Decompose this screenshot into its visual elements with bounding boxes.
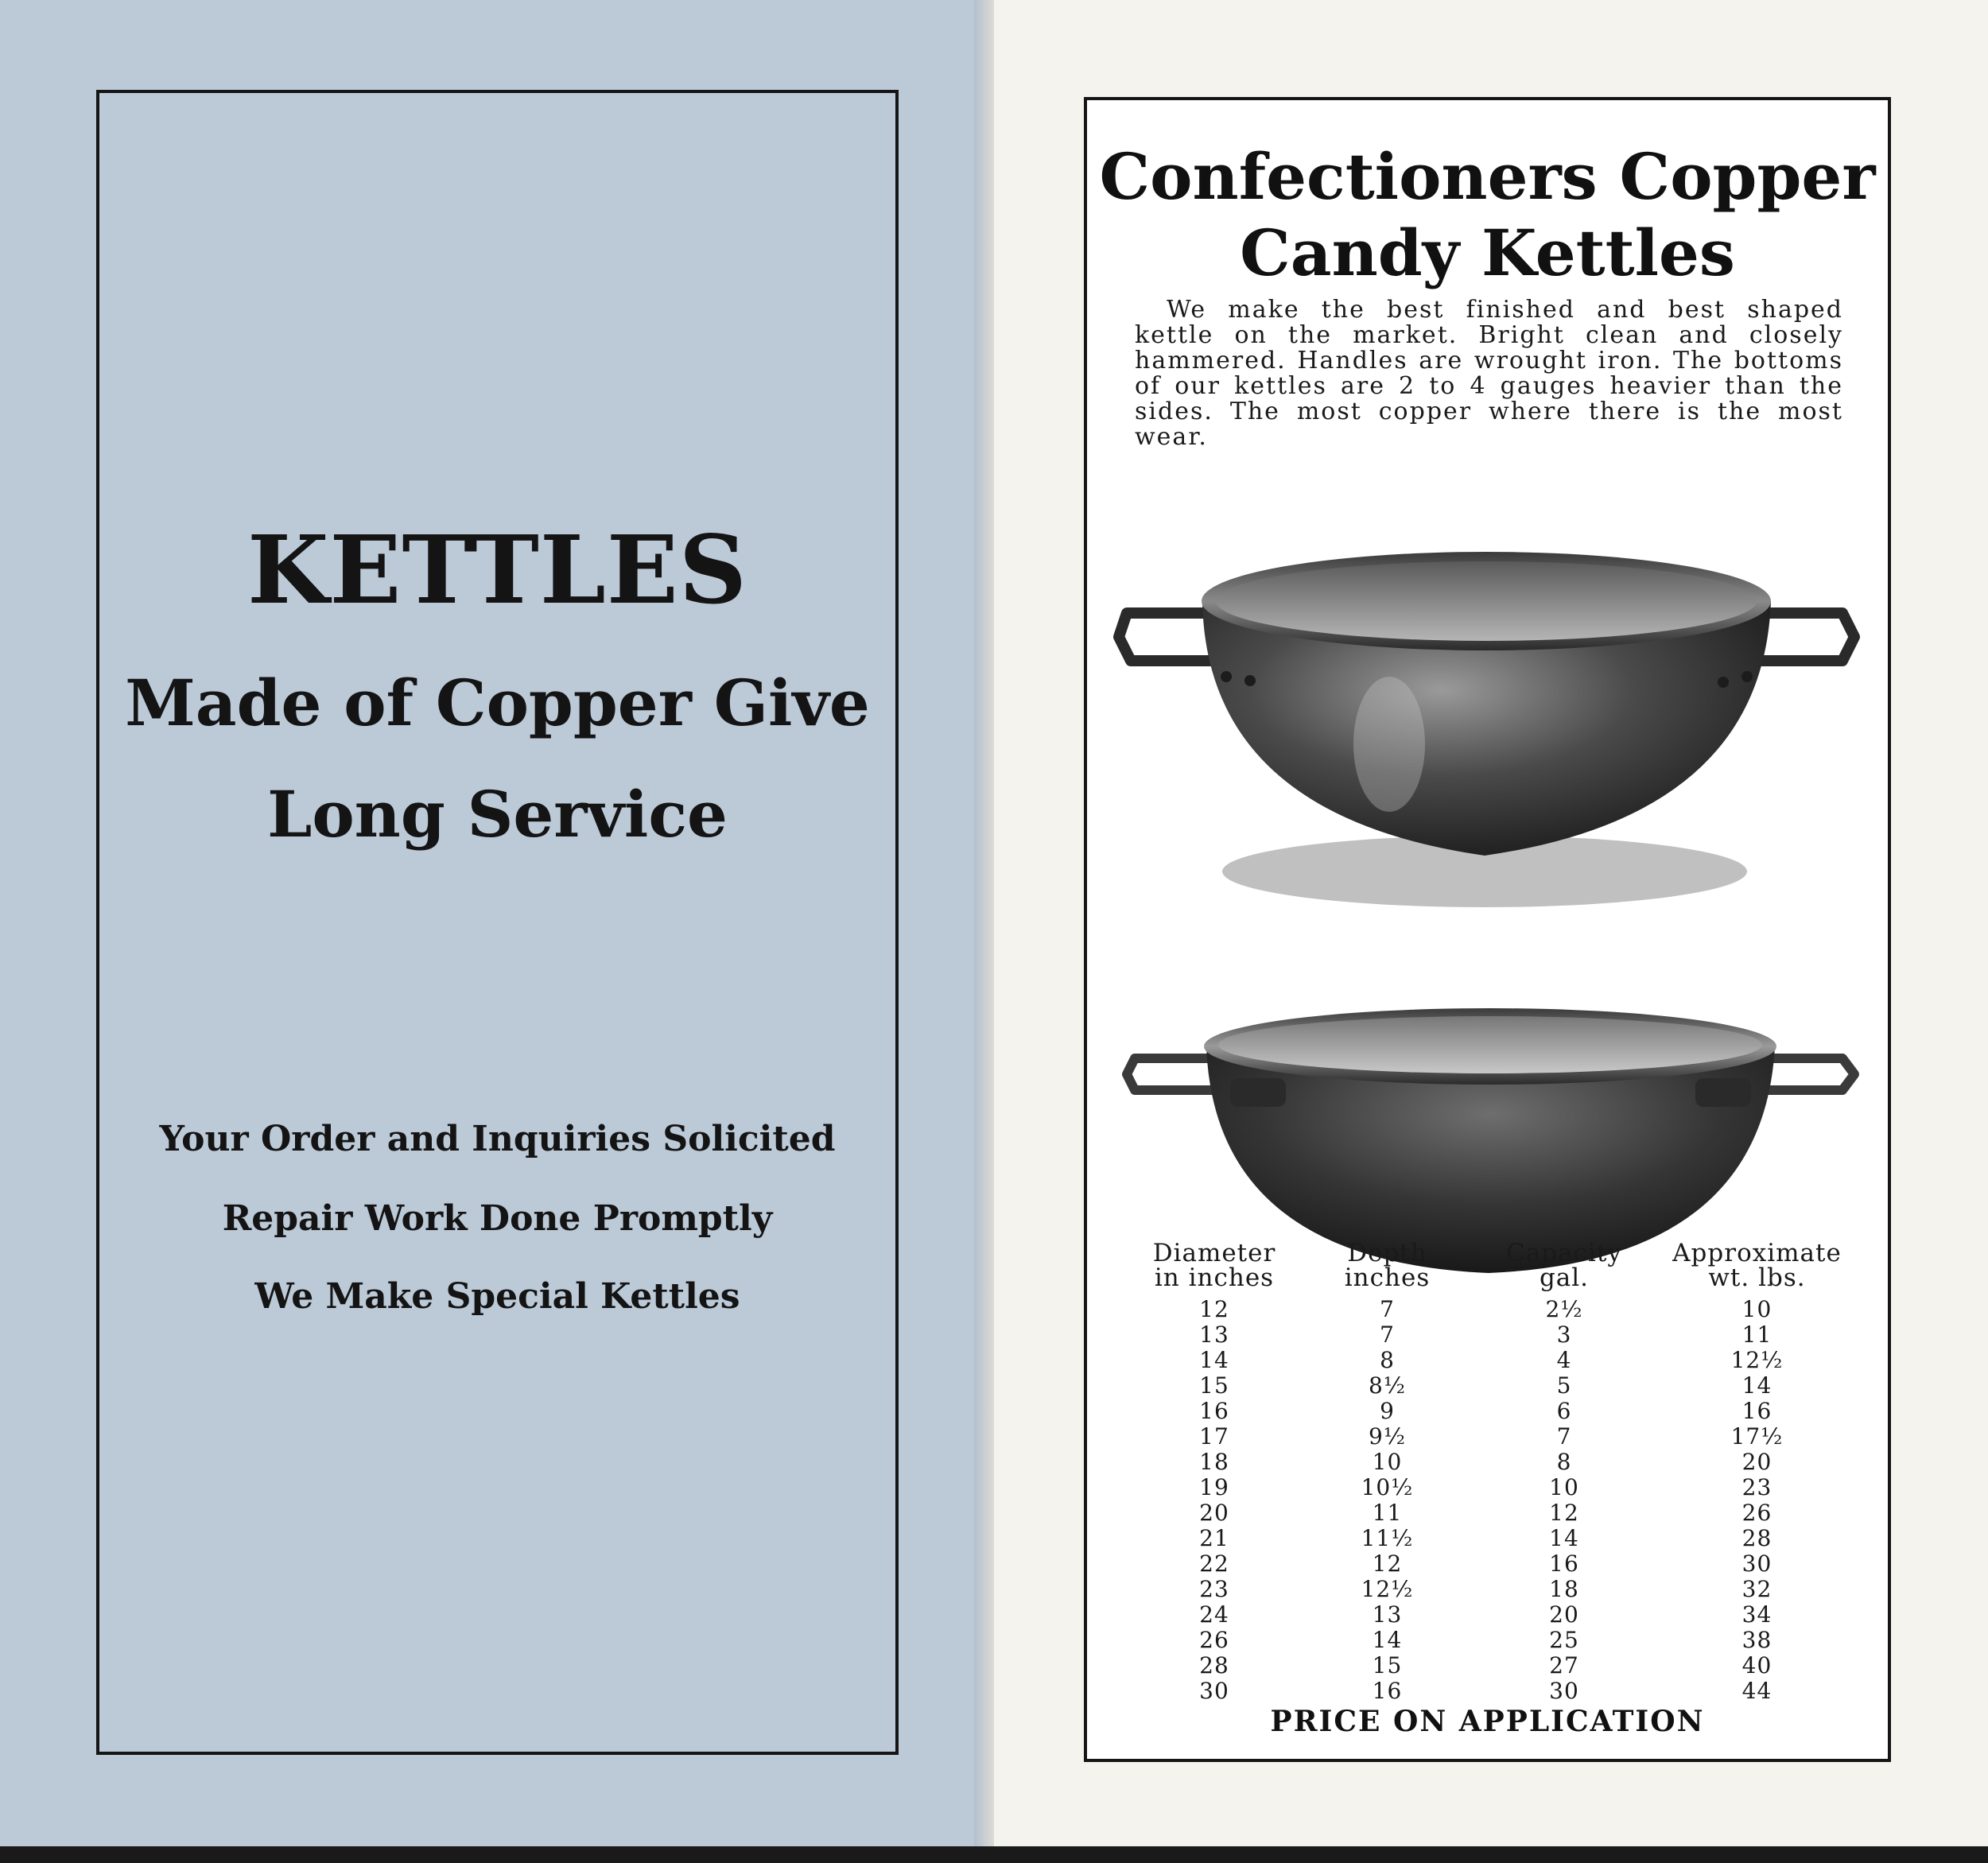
header-weight-line2: wt. lbs. <box>1708 1263 1806 1292</box>
table-row <box>1127 1373 1858 1399</box>
table-cell: 18 <box>1199 1449 1229 1475</box>
table-cell: 24 <box>1199 1601 1229 1628</box>
table-cell: 30 <box>1199 1678 1229 1704</box>
table-cell: 9½ <box>1369 1423 1406 1450</box>
table-row <box>1127 1500 1858 1526</box>
table-row <box>1127 1628 1858 1653</box>
table-cell: 17½ <box>1730 1423 1784 1450</box>
table-cell: 28 <box>1199 1652 1229 1679</box>
price-on-application: PRICE ON APPLICATION <box>1270 1705 1705 1738</box>
table-cell: 32 <box>1741 1576 1773 1602</box>
table-cell: 14 <box>1372 1627 1403 1653</box>
table-cell: 25 <box>1549 1627 1579 1653</box>
table-cell: 8½ <box>1369 1372 1406 1399</box>
table-cell: 38 <box>1741 1627 1773 1653</box>
header-depth <box>1302 1241 1473 1291</box>
table-row <box>1127 1475 1858 1500</box>
table-cell: 23 <box>1199 1576 1229 1602</box>
table-cell: 28 <box>1741 1525 1773 1551</box>
table-cell: 10 <box>1372 1449 1403 1475</box>
table-cell: 2½ <box>1545 1296 1583 1322</box>
table-row <box>1127 1526 1858 1551</box>
table-cell: 20 <box>1741 1449 1773 1475</box>
table-cell: 27 <box>1549 1652 1579 1679</box>
table-cell: 12½ <box>1361 1576 1414 1602</box>
table-cell: 7 <box>1556 1423 1572 1450</box>
header-capacity <box>1473 1241 1656 1291</box>
table-cell: 15 <box>1372 1652 1403 1679</box>
table-row <box>1127 1399 1858 1424</box>
table-cell: 26 <box>1741 1500 1773 1526</box>
table-cell: 21 <box>1199 1525 1229 1551</box>
table-cell: 11 <box>1372 1500 1403 1526</box>
table-cell: 14 <box>1199 1347 1229 1373</box>
table-cell: 16 <box>1549 1551 1579 1577</box>
table-row <box>1127 1424 1858 1450</box>
table-cell: 12 <box>1199 1296 1229 1322</box>
table-cell: 17 <box>1199 1423 1229 1450</box>
orders-solicited-text: Your Order and Inquiries Solicited <box>159 1119 836 1159</box>
table-cell: 30 <box>1549 1678 1579 1704</box>
table-cell: 40 <box>1741 1652 1773 1679</box>
header-capacity-line1: Capacity <box>1506 1239 1622 1267</box>
table-row <box>1127 1297 1858 1322</box>
table-cell: 16 <box>1372 1678 1403 1704</box>
table-cell: 30 <box>1741 1551 1773 1577</box>
table-cell: 13 <box>1372 1601 1403 1628</box>
table-row <box>1127 1322 1858 1348</box>
table-cell: 11 <box>1741 1322 1773 1348</box>
table-cell: 10 <box>1549 1474 1579 1500</box>
header-capacity-line2: gal. <box>1539 1263 1590 1292</box>
table-row <box>1127 1450 1858 1475</box>
table-cell: 7 <box>1380 1296 1395 1322</box>
table-row <box>1127 1577 1858 1602</box>
table-cell: 7 <box>1380 1322 1395 1348</box>
table-cell: 9 <box>1380 1398 1395 1424</box>
product-description: We make the best finished and best shaped kettle on the market. Bright clean and closely hammered. Handles are wrought iron. The bottoms of our kettles are 2 to 4 gauges heavier than the sides. The most copper where there is the most wear. <box>1135 296 1843 451</box>
product-title-line-2: Candy Kettles <box>1240 215 1735 290</box>
left-page-border <box>96 90 899 1755</box>
table-cell: 12 <box>1549 1500 1579 1526</box>
table-cell: 6 <box>1556 1398 1572 1424</box>
kettle-illustration-top <box>1111 482 1870 927</box>
header-diameter-line2: in inches <box>1154 1263 1275 1292</box>
table-row <box>1127 1602 1858 1628</box>
table-cell: 20 <box>1549 1601 1579 1628</box>
table-row <box>1127 1679 1858 1704</box>
header-diameter <box>1127 1241 1302 1291</box>
table-cell: 10 <box>1741 1296 1773 1322</box>
header-weight-line1: Approximate <box>1672 1239 1842 1267</box>
table-row <box>1127 1348 1858 1373</box>
kettles-heading: KETTLES <box>247 514 748 625</box>
right-page <box>994 0 1988 1846</box>
table-row <box>1127 1551 1858 1577</box>
left-page <box>0 0 990 1846</box>
table-cell: 19 <box>1199 1474 1229 1500</box>
table-cell: 13 <box>1199 1322 1229 1348</box>
table-cell: 3 <box>1556 1322 1572 1348</box>
table-cell: 5 <box>1556 1372 1572 1399</box>
table-cell: 8 <box>1380 1347 1395 1373</box>
right-page-border <box>1084 97 1891 1762</box>
table-cell: 11½ <box>1361 1525 1414 1551</box>
table-cell: 4 <box>1556 1347 1572 1373</box>
table-cell: 12½ <box>1730 1347 1784 1373</box>
table-cell: 18 <box>1549 1576 1579 1602</box>
table-body <box>1127 1297 1858 1704</box>
table-cell: 22 <box>1199 1551 1229 1577</box>
table-cell: 14 <box>1741 1372 1773 1399</box>
table-cell: 15 <box>1199 1372 1229 1399</box>
header-depth-line2: inches <box>1344 1263 1431 1292</box>
header-depth-line1: Depth <box>1347 1239 1427 1267</box>
table-cell: 12 <box>1372 1551 1403 1577</box>
special-kettles-text: We Make Special Kettles <box>254 1276 740 1317</box>
subtitle-line-2: Long Service <box>267 777 728 852</box>
table-cell: 26 <box>1199 1627 1229 1653</box>
kettle-size-table <box>1127 1241 1858 1704</box>
table-cell: 8 <box>1556 1449 1572 1475</box>
table-row <box>1127 1653 1858 1679</box>
header-diameter-line1: Diameter <box>1152 1239 1276 1267</box>
table-cell: 20 <box>1199 1500 1229 1526</box>
table-cell: 34 <box>1741 1601 1773 1628</box>
table-header <box>1127 1241 1858 1297</box>
table-cell: 16 <box>1199 1398 1229 1424</box>
repair-work-text: Repair Work Done Promptly <box>222 1198 773 1239</box>
table-cell: 23 <box>1741 1474 1773 1500</box>
product-title-line-1: Confectioners Copper <box>1099 139 1876 214</box>
table-cell: 16 <box>1741 1398 1773 1424</box>
table-cell: 10½ <box>1361 1474 1414 1500</box>
table-cell: 44 <box>1741 1678 1773 1704</box>
subtitle-line-1: Made of Copper Give <box>125 666 870 740</box>
table-cell: 14 <box>1549 1525 1579 1551</box>
header-weight <box>1656 1241 1858 1291</box>
